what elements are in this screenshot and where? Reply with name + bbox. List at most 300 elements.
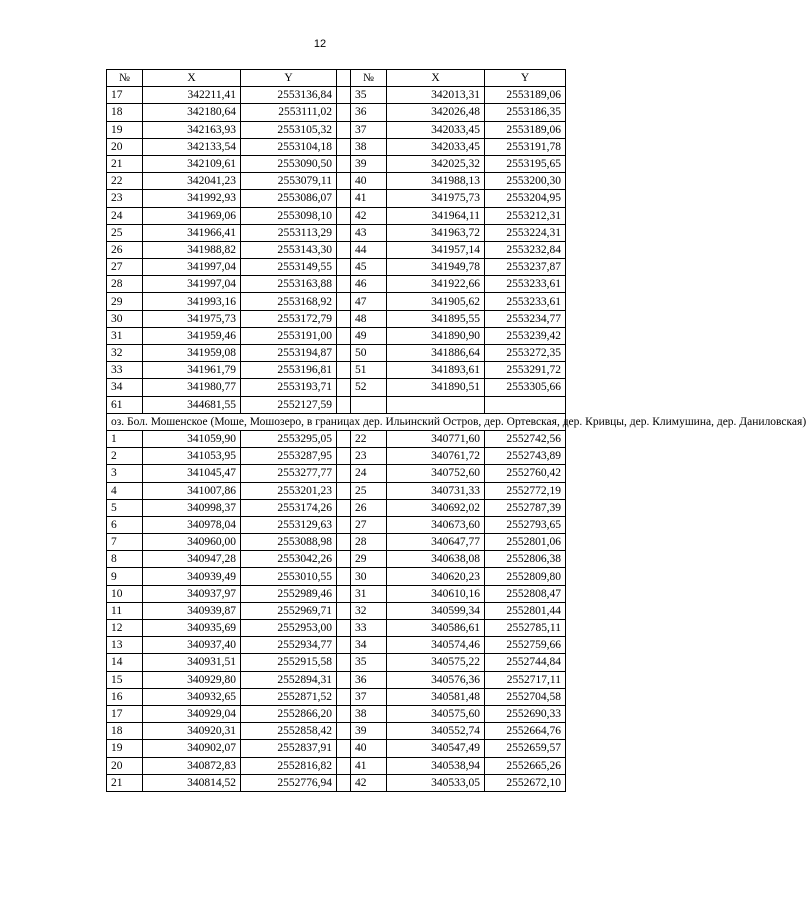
left-y-value: 2553172,79 <box>241 310 337 327</box>
left-x-value: 341975,73 <box>143 310 241 327</box>
left-x-value: 340998,37 <box>143 499 241 516</box>
column-separator <box>337 671 351 688</box>
left-point-number: 17 <box>107 87 143 104</box>
right-y-value: 2552742,56 <box>485 430 566 447</box>
table-row <box>107 379 566 396</box>
right-y-value: 2552664,76 <box>485 723 566 740</box>
column-separator <box>337 568 351 585</box>
right-x-value: 340586,61 <box>387 620 485 637</box>
right-y-value: 2552690,33 <box>485 705 566 722</box>
left-x-value: 341053,95 <box>143 448 241 465</box>
left-y-value: 2552858,42 <box>241 723 337 740</box>
left-point-number: 17 <box>107 705 143 722</box>
left-x-value: 340814,52 <box>143 774 241 791</box>
right-x-value: 340620,23 <box>387 568 485 585</box>
right-x-value: 340576,36 <box>387 671 485 688</box>
left-point-number: 11 <box>107 602 143 619</box>
left-y-value: 2553295,05 <box>241 430 337 447</box>
right-point-number: 46 <box>351 276 387 293</box>
right-point-number <box>351 396 387 413</box>
right-y-value: 2553189,06 <box>485 87 566 104</box>
left-x-value: 342211,41 <box>143 87 241 104</box>
right-y-value: 2552743,89 <box>485 448 566 465</box>
right-point-number: 28 <box>351 534 387 551</box>
left-x-value: 340947,28 <box>143 551 241 568</box>
right-x-value: 340552,74 <box>387 723 485 740</box>
right-point-number: 41 <box>351 757 387 774</box>
column-separator <box>337 740 351 757</box>
column-separator <box>337 362 351 379</box>
right-x-value: 340638,08 <box>387 551 485 568</box>
right-point-number: 49 <box>351 327 387 344</box>
table-row <box>107 362 566 379</box>
left-point-number: 4 <box>107 482 143 499</box>
right-point-number: 26 <box>351 499 387 516</box>
column-separator <box>337 241 351 258</box>
column-separator <box>337 637 351 654</box>
right-point-number: 29 <box>351 551 387 568</box>
left-point-number: 19 <box>107 121 143 138</box>
column-separator <box>337 482 351 499</box>
right-point-number: 31 <box>351 585 387 602</box>
right-x-value: 340647,77 <box>387 534 485 551</box>
right-y-value: 2553224,31 <box>485 224 566 241</box>
right-point-number: 38 <box>351 138 387 155</box>
right-y-value: 2552801,06 <box>485 534 566 551</box>
left-x-value: 340931,51 <box>143 654 241 671</box>
left-point-number: 14 <box>107 654 143 671</box>
right-y-value: 2552759,66 <box>485 637 566 654</box>
right-point-number: 48 <box>351 310 387 327</box>
left-x-value: 341966,41 <box>143 224 241 241</box>
right-point-number: 52 <box>351 379 387 396</box>
right-y-value: 2552665,26 <box>485 757 566 774</box>
right-point-number: 40 <box>351 740 387 757</box>
left-point-number: 29 <box>107 293 143 310</box>
left-y-value: 2553149,55 <box>241 259 337 276</box>
right-point-number: 35 <box>351 654 387 671</box>
left-y-value: 2552127,59 <box>241 396 337 413</box>
right-y-value: 2552704,58 <box>485 688 566 705</box>
left-y-value: 2553136,84 <box>241 87 337 104</box>
table-row <box>107 121 566 138</box>
column-separator <box>337 723 351 740</box>
column-separator <box>337 585 351 602</box>
right-point-number: 35 <box>351 87 387 104</box>
column-separator <box>337 259 351 276</box>
left-x-value: 341997,04 <box>143 276 241 293</box>
right-x-value: 340575,60 <box>387 705 485 722</box>
left-point-number: 19 <box>107 740 143 757</box>
header-y-left: Y <box>241 70 337 87</box>
left-y-value: 2553168,92 <box>241 293 337 310</box>
right-y-value: 2553291,72 <box>485 362 566 379</box>
right-point-number: 39 <box>351 723 387 740</box>
left-point-number: 26 <box>107 241 143 258</box>
column-separator <box>337 465 351 482</box>
column-separator <box>337 293 351 310</box>
left-x-value: 342041,23 <box>143 173 241 190</box>
right-x-value: 340610,16 <box>387 585 485 602</box>
left-point-number: 3 <box>107 465 143 482</box>
left-y-value: 2552953,00 <box>241 620 337 637</box>
column-separator <box>337 379 351 396</box>
column-separator <box>337 396 351 413</box>
right-x-value: 341963,72 <box>387 224 485 241</box>
page-number: 12 <box>313 38 327 50</box>
right-y-value: 2553233,61 <box>485 293 566 310</box>
left-point-number: 34 <box>107 379 143 396</box>
table-row <box>107 499 566 516</box>
right-x-value <box>387 396 485 413</box>
right-y-value: 2553232,84 <box>485 241 566 258</box>
left-y-value: 2553010,55 <box>241 568 337 585</box>
left-y-value: 2553196,81 <box>241 362 337 379</box>
right-point-number: 36 <box>351 104 387 121</box>
right-y-value: 2553233,61 <box>485 276 566 293</box>
right-point-number: 37 <box>351 121 387 138</box>
left-point-number: 23 <box>107 190 143 207</box>
table-row <box>107 207 566 224</box>
left-x-value: 341993,16 <box>143 293 241 310</box>
left-y-value: 2552915,58 <box>241 654 337 671</box>
column-separator <box>337 87 351 104</box>
right-x-value: 340771,60 <box>387 430 485 447</box>
table-row <box>107 276 566 293</box>
right-y-value: 2552801,44 <box>485 602 566 619</box>
column-separator <box>337 620 351 637</box>
section2-caption: оз. Бол. Мошенское (Моше, Мошозеро, в границах дер. Ильинский Остров, дер. Ортевская, дер. Кривцы, дер. Климушина, дер. Даниловская) <box>107 413 566 430</box>
table-row <box>107 224 566 241</box>
table-row <box>107 602 566 619</box>
table-row <box>107 516 566 533</box>
header-num-left: № <box>107 70 143 87</box>
table-row <box>107 430 566 447</box>
right-point-number: 24 <box>351 465 387 482</box>
right-x-value: 340574,46 <box>387 637 485 654</box>
left-x-value: 342109,61 <box>143 155 241 172</box>
column-separator <box>337 70 351 87</box>
right-point-number: 33 <box>351 620 387 637</box>
right-y-value: 2552806,38 <box>485 551 566 568</box>
column-separator <box>337 276 351 293</box>
table-row <box>107 654 566 671</box>
left-x-value: 341997,04 <box>143 259 241 276</box>
left-x-value: 340920,31 <box>143 723 241 740</box>
table-row <box>107 551 566 568</box>
right-point-number: 23 <box>351 448 387 465</box>
right-y-value: 2552772,19 <box>485 482 566 499</box>
column-separator <box>337 104 351 121</box>
right-x-value: 341988,13 <box>387 173 485 190</box>
left-y-value: 2553104,18 <box>241 138 337 155</box>
right-y-value: 2553191,78 <box>485 138 566 155</box>
left-point-number: 1 <box>107 430 143 447</box>
left-point-number: 18 <box>107 723 143 740</box>
right-y-value: 2552809,80 <box>485 568 566 585</box>
right-point-number: 43 <box>351 224 387 241</box>
left-point-number: 28 <box>107 276 143 293</box>
left-x-value: 342163,93 <box>143 121 241 138</box>
right-x-value: 341949,78 <box>387 259 485 276</box>
table-row <box>107 396 566 413</box>
right-y-value: 2553189,06 <box>485 121 566 138</box>
right-point-number: 51 <box>351 362 387 379</box>
left-x-value: 341961,79 <box>143 362 241 379</box>
left-y-value: 2553194,87 <box>241 345 337 362</box>
table-row <box>107 585 566 602</box>
left-y-value: 2553079,11 <box>241 173 337 190</box>
right-x-value: 340581,48 <box>387 688 485 705</box>
left-x-value: 342133,54 <box>143 138 241 155</box>
table-row <box>107 465 566 482</box>
left-x-value: 341959,08 <box>143 345 241 362</box>
table-row <box>107 705 566 722</box>
column-separator <box>337 345 351 362</box>
table-row <box>107 740 566 757</box>
left-y-value: 2553086,07 <box>241 190 337 207</box>
right-point-number: 36 <box>351 671 387 688</box>
left-point-number: 21 <box>107 774 143 791</box>
column-separator <box>337 499 351 516</box>
right-point-number: 39 <box>351 155 387 172</box>
table-row <box>107 534 566 551</box>
left-y-value: 2553287,95 <box>241 448 337 465</box>
left-point-number: 5 <box>107 499 143 516</box>
right-point-number: 27 <box>351 516 387 533</box>
section1-body <box>107 87 566 414</box>
right-y-value: 2552808,47 <box>485 585 566 602</box>
column-separator <box>337 534 351 551</box>
left-x-value: 340978,04 <box>143 516 241 533</box>
right-x-value: 342026,48 <box>387 104 485 121</box>
right-point-number: 41 <box>351 190 387 207</box>
right-y-value: 2552659,57 <box>485 740 566 757</box>
right-x-value: 340731,33 <box>387 482 485 499</box>
left-y-value: 2553098,10 <box>241 207 337 224</box>
left-x-value: 341959,46 <box>143 327 241 344</box>
right-point-number: 40 <box>351 173 387 190</box>
table-row <box>107 688 566 705</box>
column-separator <box>337 705 351 722</box>
right-y-value: 2552672,10 <box>485 774 566 791</box>
table-row <box>107 138 566 155</box>
table-row <box>107 293 566 310</box>
left-x-value: 344681,55 <box>143 396 241 413</box>
section2-caption-body <box>107 413 806 430</box>
left-x-value: 340935,69 <box>143 620 241 637</box>
left-point-number: 18 <box>107 104 143 121</box>
left-x-value: 340939,87 <box>143 602 241 619</box>
left-point-number: 13 <box>107 637 143 654</box>
left-y-value: 2553163,88 <box>241 276 337 293</box>
left-y-value: 2552969,71 <box>241 602 337 619</box>
table-row <box>107 723 566 740</box>
right-x-value: 341890,51 <box>387 379 485 396</box>
right-x-value: 340761,72 <box>387 448 485 465</box>
right-point-number: 50 <box>351 345 387 362</box>
table-row <box>107 155 566 172</box>
column-separator <box>337 138 351 155</box>
left-y-value: 2553105,32 <box>241 121 337 138</box>
right-point-number: 42 <box>351 774 387 791</box>
column-separator <box>337 688 351 705</box>
right-y-value: 2553237,87 <box>485 259 566 276</box>
left-x-value: 340929,04 <box>143 705 241 722</box>
column-separator <box>337 654 351 671</box>
left-point-number: 21 <box>107 155 143 172</box>
right-x-value: 341905,62 <box>387 293 485 310</box>
left-y-value: 2553042,26 <box>241 551 337 568</box>
right-point-number: 44 <box>351 241 387 258</box>
section2-body <box>107 430 566 791</box>
left-y-value: 2553191,00 <box>241 327 337 344</box>
right-x-value: 341886,64 <box>387 345 485 362</box>
table-row <box>107 671 566 688</box>
right-x-value: 340538,94 <box>387 757 485 774</box>
column-separator <box>337 757 351 774</box>
right-x-value: 341922,66 <box>387 276 485 293</box>
section-caption-row <box>107 413 566 430</box>
right-y-value: 2552793,65 <box>485 516 566 533</box>
column-separator <box>337 207 351 224</box>
left-point-number: 20 <box>107 138 143 155</box>
left-point-number: 31 <box>107 327 143 344</box>
column-separator <box>337 173 351 190</box>
column-separator <box>337 602 351 619</box>
table-row <box>107 173 566 190</box>
column-separator <box>337 121 351 138</box>
left-point-number: 30 <box>107 310 143 327</box>
right-point-number: 30 <box>351 568 387 585</box>
left-point-number: 8 <box>107 551 143 568</box>
column-separator <box>337 224 351 241</box>
header-row <box>107 70 566 87</box>
right-y-value: 2552717,11 <box>485 671 566 688</box>
left-y-value: 2552776,94 <box>241 774 337 791</box>
right-point-number: 37 <box>351 688 387 705</box>
column-separator <box>337 448 351 465</box>
table-row <box>107 620 566 637</box>
right-point-number: 42 <box>351 207 387 224</box>
left-point-number: 32 <box>107 345 143 362</box>
right-point-number: 34 <box>351 637 387 654</box>
right-y-value: 2553239,42 <box>485 327 566 344</box>
table-row <box>107 310 566 327</box>
table-row <box>107 448 566 465</box>
table-row <box>107 87 566 104</box>
right-point-number: 32 <box>351 602 387 619</box>
left-y-value: 2553090,50 <box>241 155 337 172</box>
header-x-left: X <box>143 70 241 87</box>
right-y-value: 2553272,35 <box>485 345 566 362</box>
left-x-value: 340937,97 <box>143 585 241 602</box>
right-y-value: 2553234,77 <box>485 310 566 327</box>
table-row <box>107 259 566 276</box>
left-point-number: 16 <box>107 688 143 705</box>
left-point-number: 24 <box>107 207 143 224</box>
left-y-value: 2553129,63 <box>241 516 337 533</box>
left-x-value: 340937,40 <box>143 637 241 654</box>
table-row <box>107 345 566 362</box>
right-x-value: 340533,05 <box>387 774 485 791</box>
left-x-value: 341045,47 <box>143 465 241 482</box>
column-separator <box>337 190 351 207</box>
left-y-value: 2553277,77 <box>241 465 337 482</box>
column-separator <box>337 310 351 327</box>
right-point-number: 25 <box>351 482 387 499</box>
right-x-value: 341893,61 <box>387 362 485 379</box>
left-y-value: 2552816,82 <box>241 757 337 774</box>
right-x-value: 342033,45 <box>387 138 485 155</box>
left-point-number: 15 <box>107 671 143 688</box>
right-x-value: 340752,60 <box>387 465 485 482</box>
left-x-value: 341992,93 <box>143 190 241 207</box>
left-y-value: 2552934,77 <box>241 637 337 654</box>
left-x-value: 340872,83 <box>143 757 241 774</box>
right-y-value: 2553204,95 <box>485 190 566 207</box>
left-x-value: 341988,82 <box>143 241 241 258</box>
left-x-value: 342180,64 <box>143 104 241 121</box>
right-point-number: 38 <box>351 705 387 722</box>
right-x-value: 340575,22 <box>387 654 485 671</box>
left-x-value: 340960,00 <box>143 534 241 551</box>
right-point-number: 45 <box>351 259 387 276</box>
right-x-value: 342025,32 <box>387 155 485 172</box>
left-point-number: 7 <box>107 534 143 551</box>
left-x-value: 341980,77 <box>143 379 241 396</box>
column-separator <box>337 551 351 568</box>
right-y-value <box>485 396 566 413</box>
right-x-value: 340692,02 <box>387 499 485 516</box>
right-x-value: 341895,55 <box>387 310 485 327</box>
left-x-value: 341969,06 <box>143 207 241 224</box>
table-row <box>107 637 566 654</box>
left-y-value: 2552894,31 <box>241 671 337 688</box>
table-row <box>107 482 566 499</box>
table-row <box>107 241 566 258</box>
right-x-value: 340673,60 <box>387 516 485 533</box>
left-y-value: 2553088,98 <box>241 534 337 551</box>
right-x-value: 340599,34 <box>387 602 485 619</box>
right-x-value: 341964,11 <box>387 207 485 224</box>
header-num-right: № <box>351 70 387 87</box>
table-row <box>107 757 566 774</box>
left-y-value: 2553193,71 <box>241 379 337 396</box>
left-y-value: 2552871,52 <box>241 688 337 705</box>
right-x-value: 341975,73 <box>387 190 485 207</box>
left-x-value: 340939,49 <box>143 568 241 585</box>
right-x-value: 342013,31 <box>387 87 485 104</box>
table-row <box>107 774 566 791</box>
right-y-value: 2553186,35 <box>485 104 566 121</box>
right-x-value: 341957,14 <box>387 241 485 258</box>
left-point-number: 9 <box>107 568 143 585</box>
table-row <box>107 568 566 585</box>
left-point-number: 12 <box>107 620 143 637</box>
left-x-value: 341007,86 <box>143 482 241 499</box>
column-separator <box>337 430 351 447</box>
right-x-value: 340547,49 <box>387 740 485 757</box>
left-point-number: 22 <box>107 173 143 190</box>
right-x-value: 341890,90 <box>387 327 485 344</box>
table-row <box>107 327 566 344</box>
right-y-value: 2553195,65 <box>485 155 566 172</box>
left-point-number: 61 <box>107 396 143 413</box>
coordinates-table <box>106 69 806 792</box>
right-x-value: 342033,45 <box>387 121 485 138</box>
left-point-number: 2 <box>107 448 143 465</box>
